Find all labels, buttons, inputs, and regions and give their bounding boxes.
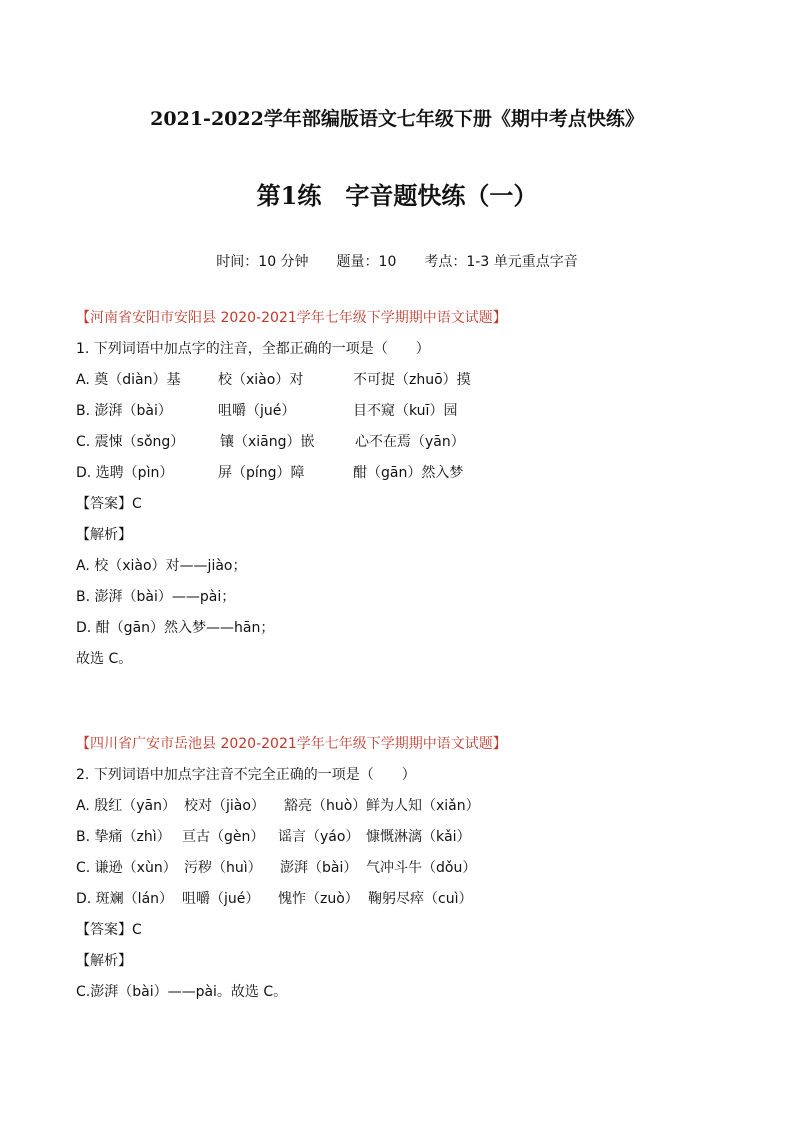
option-cell: B. 澎湃（bài） <box>76 403 172 419</box>
meta-count: 题量：10 <box>336 254 397 270</box>
option-cell: 谣言（yáo） <box>278 829 360 845</box>
option-row <box>76 370 756 401</box>
meta-points: 考点：1-3 单元重点字音 <box>424 254 578 270</box>
exercise-meta <box>0 251 794 271</box>
option-cell: A. 奠（diàn）基 <box>76 372 181 388</box>
question-source: 【四川省广安市岳池县 2020-2021学年七年级下学期期中语文试题】 <box>76 736 507 752</box>
option-cell: 不可捉（zhuō）摸 <box>353 372 471 388</box>
option-cell: A. 殷红（yān） <box>76 798 176 814</box>
option-cell: C. 震悚（sǒng） <box>76 434 185 450</box>
analysis-label: 【解析】 <box>76 527 132 543</box>
option-cell: 酣（gān）然入梦 <box>353 465 464 481</box>
option-row <box>76 463 756 494</box>
analysis-line: B. 澎湃（bài）——pài； <box>76 589 236 605</box>
meta-time: 时间：10 分钟 <box>216 254 309 270</box>
option-cell: 屏（píng）障 <box>218 465 305 481</box>
option-cell: 咀嚼（jué） <box>218 403 296 419</box>
question-source: 【河南省安阳市安阳县 2020-2021学年七年级下学期期中语文试题】 <box>76 310 507 326</box>
option-cell: D. 选聘（pìn） <box>76 465 174 481</box>
option-cell: 慷慨淋漓（kǎi） <box>366 829 471 845</box>
option-cell: 鲜为人知（xiǎn） <box>366 798 480 814</box>
option-cell: C. 谦逊（xùn） <box>76 860 177 876</box>
option-cell: 咀嚼（jué） <box>182 891 260 907</box>
option-row <box>76 401 756 432</box>
question-stem: 2. 下列词语中加点字注音不完全正确的一项是（ ） <box>76 767 416 783</box>
exercise-subtitle: 第1练 字音题快练（一） <box>256 181 538 210</box>
question-stem: 1. 下列词语中加点字的注音，全都正确的一项是（ ） <box>76 341 430 357</box>
option-row <box>76 889 756 920</box>
question-1 <box>76 308 756 680</box>
option-row <box>76 432 756 463</box>
option-cell: B. 挚痛（zhì） <box>76 829 171 845</box>
option-cell: D. 斑斓（lán） <box>76 891 174 907</box>
option-cell: 气冲斗牛（dǒu） <box>366 860 477 876</box>
analysis-line: 故选 C。 <box>76 651 133 667</box>
analysis-label: 【解析】 <box>76 953 132 969</box>
analysis-line: A. 校（xiào）对——jiào； <box>76 558 247 574</box>
option-cell: 豁亮（huò） <box>284 798 367 814</box>
option-cell: 污秽（huì） <box>184 860 262 876</box>
option-cell: 鞠躬尽瘁（cuì） <box>368 891 473 907</box>
question-2 <box>76 734 756 1013</box>
analysis-line: C.澎湃（bài）——pài。故选 C。 <box>76 984 288 1000</box>
option-row <box>76 827 756 858</box>
option-cell: 亘古（gèn） <box>182 829 265 845</box>
analysis-line: D. 酣（gān）然入梦——hān； <box>76 620 275 636</box>
option-row <box>76 858 756 889</box>
option-row <box>76 796 756 827</box>
option-cell: 校（xiào）对 <box>218 372 304 388</box>
answer-label: 【答案】C <box>76 922 142 938</box>
option-cell: 澎湃（bài） <box>280 860 358 876</box>
option-cell: 心不在焉（yān） <box>355 434 465 450</box>
document-title: 2021-2022学年部编版语文七年级下册《期中考点快练》 <box>150 108 644 130</box>
option-cell: 目不窥（kuī）园 <box>353 403 458 419</box>
option-cell: 镶（xiāng）嵌 <box>220 434 315 450</box>
answer-label: 【答案】C <box>76 496 142 512</box>
option-cell: 校对（jiào） <box>184 798 265 814</box>
option-cell: 愧怍（zuò） <box>278 891 359 907</box>
